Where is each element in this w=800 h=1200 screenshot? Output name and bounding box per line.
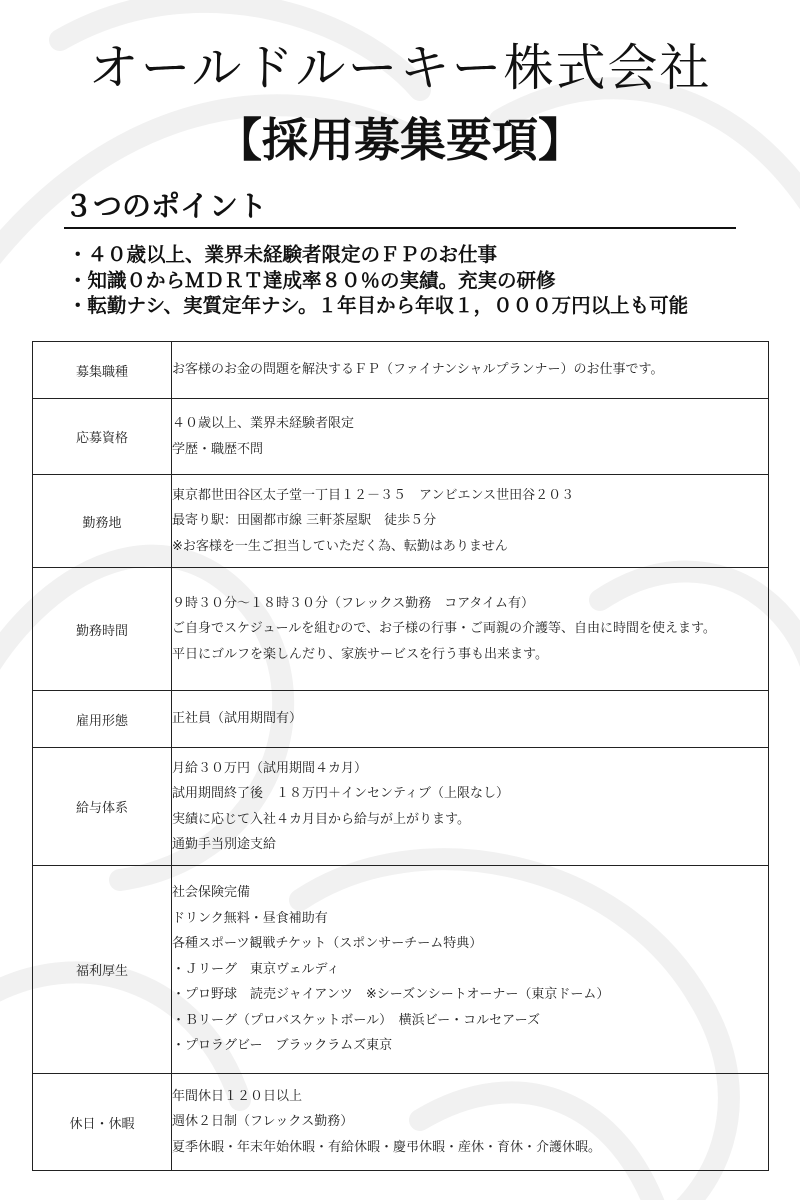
row-label: 休日・休暇 (33, 1074, 172, 1171)
row-line: 試用期間終了後 １８万円＋インセンティブ（上限なし） (172, 786, 509, 801)
table-row (33, 475, 769, 568)
row-label: 福利厚生 (33, 866, 172, 1074)
row-line: ドリンク無料・昼食補助有 (172, 910, 328, 926)
row-line: ・Ｊリーグ 東京ヴェルディ (172, 961, 340, 977)
table-row (33, 568, 769, 691)
row-line: 正社員（試用期間有） (172, 711, 303, 727)
row-content (172, 748, 769, 866)
row-content (172, 568, 769, 691)
row-label: 募集職種 (33, 342, 172, 399)
row-content (172, 475, 769, 568)
row-line: 夏季休暇・年末年始休暇・有給休暇・慶弔休暇・産休・育休・介護休暇。 (172, 1139, 602, 1155)
row-line: 年間休日１２０日以上 (172, 1088, 303, 1104)
row-label: 雇用形態 (33, 691, 172, 748)
row-line: ４０歳以上、業界未経験者限定 (172, 416, 355, 431)
row-line: ・プロ野球 読売ジャイアンツ ※シーズンシートオーナー（東京ドーム） (172, 987, 610, 1003)
row-content (172, 399, 769, 475)
point-item: ・知識０からＭＤＲＴ達成率８０％の実績。充実の研修 (68, 268, 556, 292)
row-line: お客様のお金の問題を解決するＦＰ（ファイナンシャルプランナー）のお仕事です。 (172, 362, 664, 378)
requirements-table (32, 341, 769, 1171)
row-line: ・Ｂリーグ（プロバスケットボール） 横浜ビー・コルセアーズ (172, 1012, 541, 1028)
row-content (172, 691, 769, 748)
table-row (33, 866, 769, 1074)
row-line: 実績に応じて入社４カ月目から給与が上がります。 (172, 811, 470, 827)
row-line: ９時３０分～１８時３０分（フレックス勤務 コアタイム有） (172, 595, 535, 611)
row-line: 月給３０万円（試用期間４カ月） (172, 760, 368, 776)
row-label: 勤務時間 (33, 568, 172, 691)
row-line: 最寄り駅：田園都市線 三軒茶屋駅 徒歩５分 (172, 513, 437, 529)
row-line: ※お客様を一生ご担当していただく為、転勤はありません (172, 538, 508, 554)
table-row (33, 342, 769, 399)
row-line: 東京都世田谷区太子堂一丁目１２－３５ アンビエンス世田谷２０３ (172, 487, 575, 503)
row-content (172, 866, 769, 1074)
table-row (33, 399, 769, 475)
table-row (33, 1074, 769, 1171)
point-item: ・転勤ナシ、実質定年ナシ。１年目から年収１，０００万円以上も可能 (68, 294, 689, 317)
row-line: ・プロラグビー ブラックラムズ東京 (172, 1038, 393, 1054)
row-label: 勤務地 (33, 475, 172, 568)
row-line: 各種スポーツ観戦チケット（スポンサーチーム特典） (172, 936, 483, 952)
points-title: ３つのポイント (64, 189, 268, 223)
row-line: 学歴・職歴不問 (172, 441, 264, 457)
table-row (33, 748, 769, 866)
row-line: ご自身でスケジュールを組むので、お子様の行事・ご両親の介護等、自由に時間を使えます。 (172, 621, 716, 637)
row-label: 給与体系 (33, 748, 172, 866)
row-line: 平日にゴルフを楽しんだり、家族サービスを行う事も出来ます。 (172, 646, 548, 662)
points-list (68, 242, 688, 319)
row-line: 通勤手当別途支給 (172, 837, 277, 852)
table-row (33, 691, 769, 748)
row-content (172, 342, 769, 399)
point-item: ・４０歳以上、業界未経験者限定のＦＰのお仕事 (68, 243, 498, 266)
points-divider (64, 227, 736, 229)
company-name: オールドルーキー株式会社 (88, 39, 712, 97)
row-line: 社会保険完備 (172, 885, 251, 901)
row-label: 応募資格 (33, 399, 172, 475)
row-line: 週休２日制（フレックス勤務） (172, 1114, 354, 1130)
row-content (172, 1074, 769, 1171)
page-heading: 【採用募集要項】 (216, 113, 584, 167)
